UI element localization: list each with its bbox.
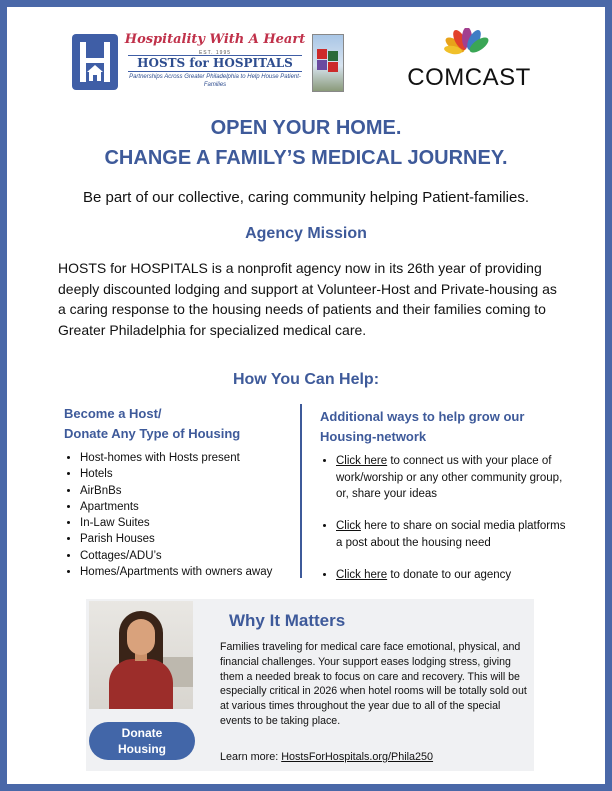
list-item [336, 567, 570, 584]
donate-link[interactable]: Click here [336, 568, 388, 581]
column-divider [300, 404, 302, 578]
peacock-icon [442, 28, 492, 58]
list-item [336, 518, 570, 551]
house-h-icon [72, 34, 118, 90]
learn-more-link[interactable]: HostsForHospitals.org/Phila250 [281, 751, 434, 763]
comcast-logo [396, 28, 542, 92]
headline-line2: CHANGE A FAMILY’S MEDICAL JOURNEY. [104, 147, 508, 169]
list-item: • In-Law Suites [80, 515, 292, 531]
list-item: • Host-homes with Hosts present [80, 450, 292, 466]
list-item: • AirBnBs [80, 483, 292, 499]
list-item: • Parish Houses [80, 531, 292, 547]
donate-text: to donate to our agency [387, 568, 512, 581]
additional-ways-column [320, 407, 570, 599]
learn-more [220, 751, 433, 763]
comcast-wordmark: COMCAST [407, 64, 531, 91]
additional-heading-line1: Additional ways to help grow our [320, 409, 525, 424]
list-item: • Homes/Apartments with owners away [80, 564, 292, 580]
host-heading-line1: Become a Host/ [64, 406, 162, 421]
list-item: • Cottages/ADU’s [80, 548, 292, 564]
mission-title: Agency Mission [245, 225, 367, 242]
mission-text: HOSTS for HOSPITALS is a nonprofit agency now in its 26th year of providing deeply discounted lodging and support at Volunteer-Host and Private-housing as a caring response to the housing needs of patients and their families coming to Greater Philadelphia for specialized medical care. [58, 260, 557, 338]
share-text: here to share on social media platforms a post about the housing need [336, 520, 566, 549]
help-title: How You Can Help: [232, 371, 380, 388]
list-item [336, 453, 570, 503]
share-link[interactable]: Click [336, 520, 361, 532]
why-text: Families traveling for medical care face emotional, physical, and financial challenges. Your support eases lodging stress, giving them a needed break to focus on care and recovery. This will be especially critical in 2026 when hotel rooms will be totally sold out at various times throughout the year due to all of the special events to be taking place. [220, 641, 527, 727]
donate-housing-button[interactable]: Donate Housing [89, 722, 195, 760]
additional-ways-list [320, 453, 570, 583]
logo-est: EST. 1995 [198, 50, 232, 56]
logo-subtitle: Partnerships Across Greater Philadelphia to Help House Patient-Families [129, 74, 301, 88]
connect-link[interactable]: Click here [336, 455, 388, 467]
logo-tagline: Hospitality With A Heart [124, 32, 306, 47]
hosts-for-hospitals-logo [72, 32, 342, 94]
logo-name: HOSTS for HOSPITALS [128, 55, 302, 72]
connect-text: to connect us with your place of work/worship or any other community group, or, share your ideas [336, 455, 563, 500]
why-title: Why It Matters [229, 611, 346, 630]
love-sculpture-image [312, 34, 344, 92]
housing-type-list [64, 450, 292, 580]
list-item: • Hotels [80, 466, 292, 482]
headline-line1: OPEN YOUR HOME. [210, 117, 402, 139]
additional-heading-line2: Housing-network [320, 429, 427, 444]
host-heading-line2: Donate Any Type of Housing [64, 426, 241, 441]
woman-portrait-image [89, 601, 193, 709]
learn-more-label: Learn more: [220, 751, 282, 763]
tagline: Be part of our collective, caring community helping Patient-families. [82, 189, 530, 206]
list-item: • Apartments [80, 499, 292, 515]
host-column [64, 404, 292, 580]
